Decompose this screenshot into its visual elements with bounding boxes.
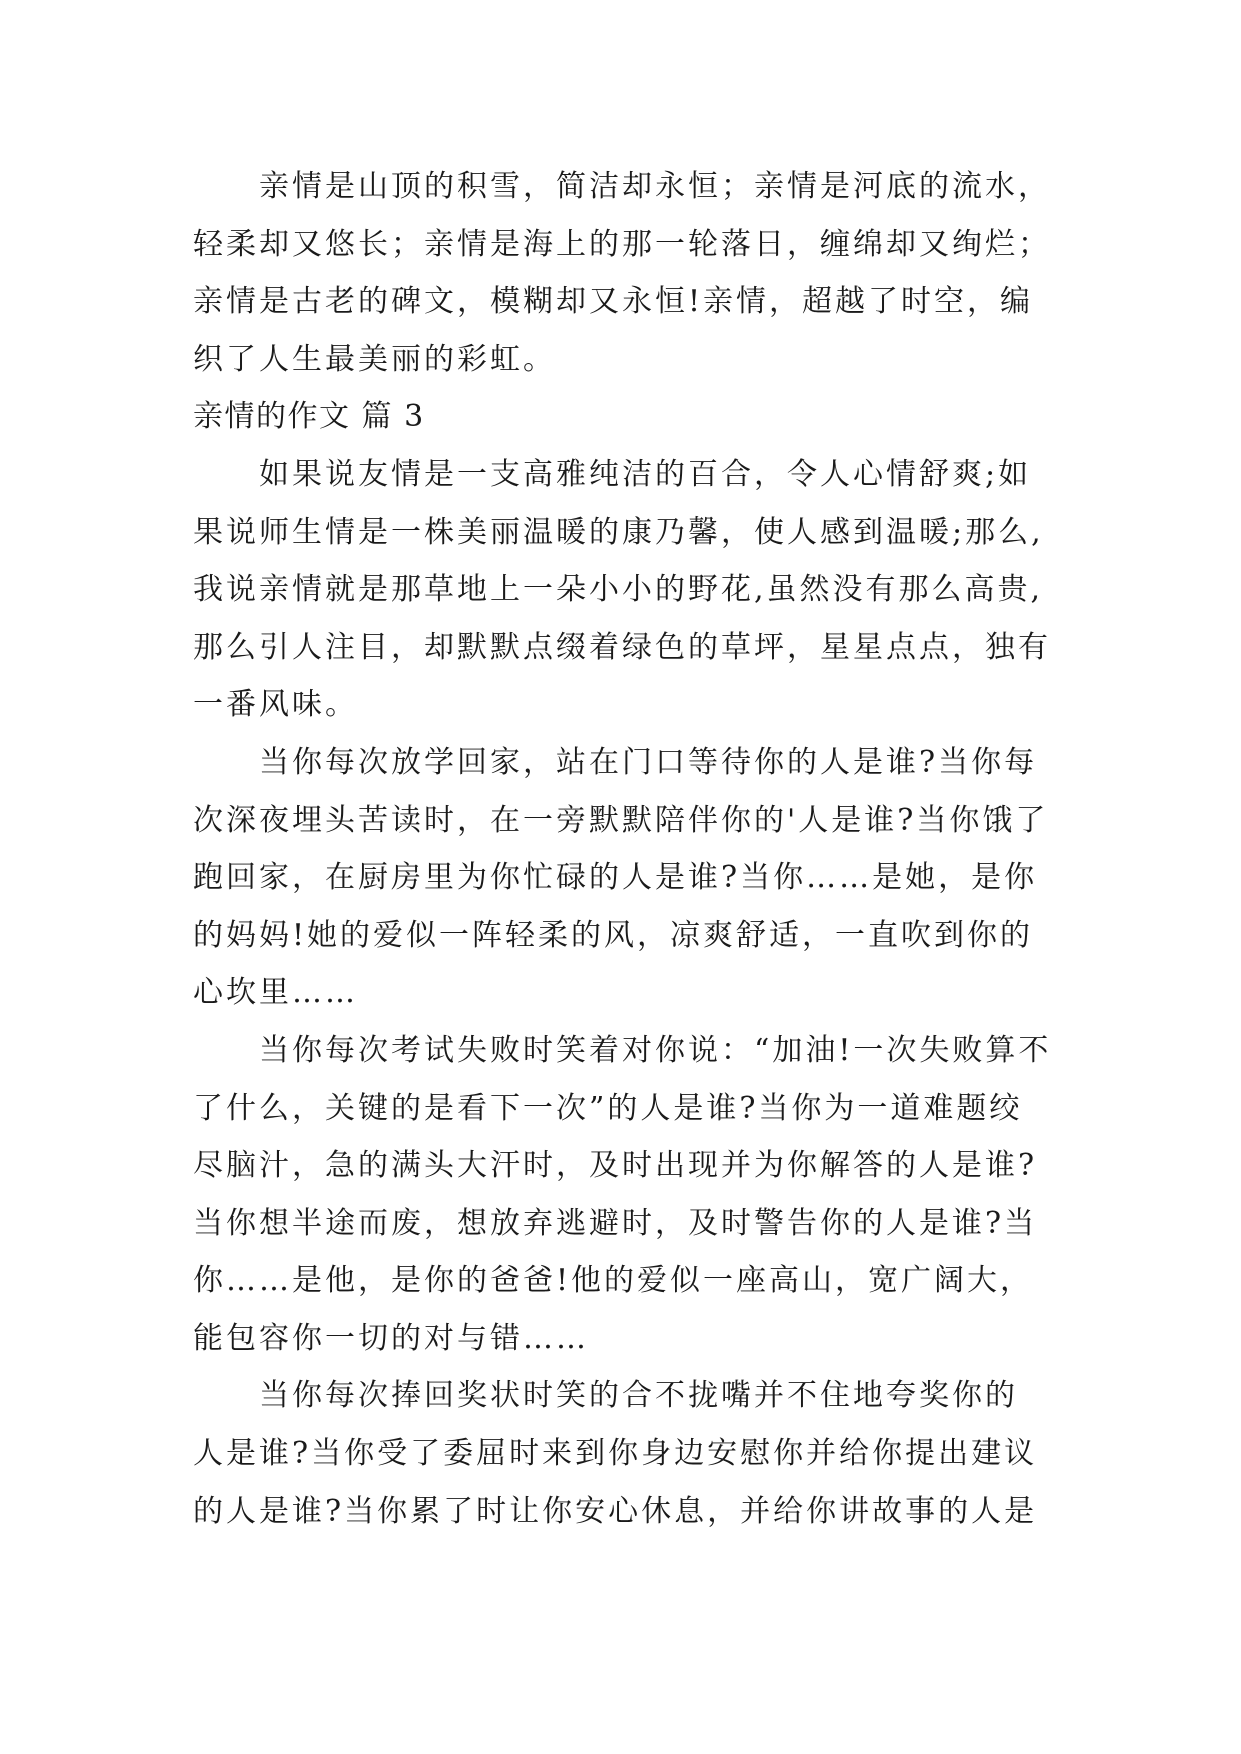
paragraph-line: 亲情是古老的碑文，模糊却又永恒!亲情，超越了时空，编: [193, 284, 1034, 320]
section-heading: 亲情的作文 篇 3: [193, 399, 425, 435]
paragraph-line: 当你每次放学回家，站在门口等待你的人是谁?当你每: [259, 744, 1038, 780]
paragraph-line: 果说师生情是一株美丽温暖的康乃馨，使人感到温暖;那么,: [193, 514, 1044, 550]
paragraph-line: 当你每次捧回奖状时笑的合不拢嘴并不住地夸奖你的: [259, 1378, 1018, 1414]
paragraph-line: 心坎里……: [193, 975, 358, 1011]
paragraph-line: 的妈妈!她的爱似一阵轻柔的风，凉爽舒适，一直吹到你的: [193, 917, 1034, 953]
paragraph-line: 能包容你一切的对与错……: [193, 1320, 589, 1356]
paragraph-line: 如果说友情是一支高雅纯洁的百合，令人心情舒爽;如: [259, 456, 1032, 492]
paragraph-line: 了什么，关键的是看下一次”的人是谁?当你为一道难题绞: [193, 1090, 1023, 1126]
paragraph-line: 跑回家，在厨房里为你忙碌的人是谁?当你……是她，是你: [193, 860, 1038, 896]
paragraph-line: 当你每次考试失败时笑着对你说：“加油!一次失败算不: [259, 1032, 1052, 1068]
paragraph-line: 亲情是山顶的积雪，简洁却永恒；亲情是河底的流水，: [259, 169, 1051, 204]
paragraph-line: 一番风味。: [193, 687, 358, 723]
paragraph-line: 人是谁?当你受了委屈时来到你身边安慰你并给你提出建议: [193, 1436, 1038, 1472]
paragraph-line: 次深夜埋头苦读时，在一旁默默陪伴你的'人是谁?当你饿了: [193, 802, 1049, 838]
paragraph-line: 当你想半途而废，想放弃逃避时，及时警告你的人是谁?当: [193, 1205, 1038, 1241]
paragraph-line: 我说亲情就是那草地上一朵小小的野花,虽然没有那么高贵,: [193, 572, 1044, 608]
paragraph-line: 那么引人注目，却默默点缀着绿色的草坪，星星点点，独有: [193, 629, 1051, 665]
paragraph-line: 你……是他，是你的爸爸!他的爱似一座高山，宽广阔大，: [193, 1263, 1034, 1299]
paragraph-line: 的人是谁?当你累了时让你安心休息，并给你讲故事的人是: [193, 1493, 1038, 1529]
document-body: [193, 158, 1073, 1540]
paragraph-line: 尽脑汁，急的满头大汗时，及时出现并为你解答的人是谁?: [193, 1148, 1038, 1184]
paragraph-line: 织了人生最美丽的彩虹。: [193, 341, 556, 377]
paragraph-line: 轻柔却又悠长；亲情是海上的那一轮落日，缠绵却又绚烂；: [193, 226, 1051, 262]
